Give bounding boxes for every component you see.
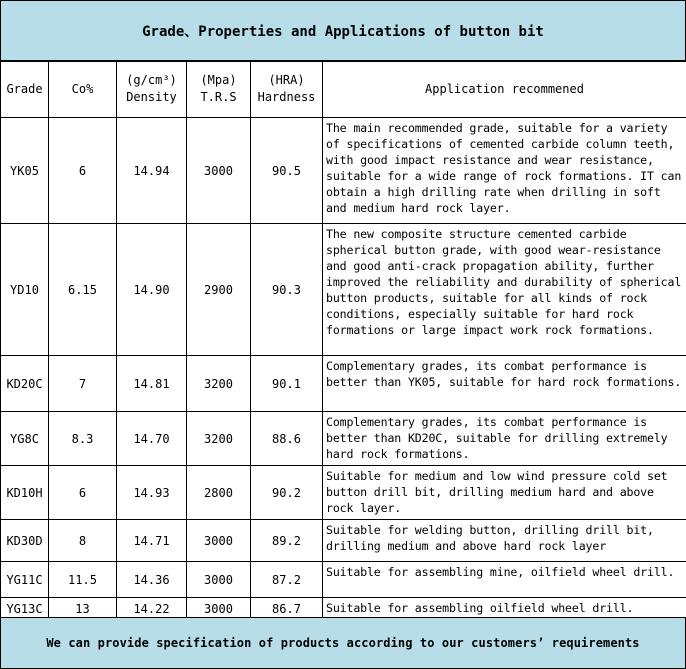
density-cell: 14.81 <box>117 356 187 412</box>
density-cell: 14.90 <box>117 224 187 356</box>
application-cell: Suitable for medium and low wind pressure cold set button drill bit, drilling medium hard and above rock layer. <box>323 466 686 520</box>
header-row <box>1 61 686 118</box>
header-co: Co% <box>49 61 117 118</box>
density-cell: 14.94 <box>117 118 187 224</box>
grade-cell: YK05 <box>1 118 49 224</box>
density-cell: 14.71 <box>117 520 187 562</box>
trs-cell: 3000 <box>187 598 251 620</box>
co-cell: 6 <box>49 466 117 520</box>
hardness-cell: 87.2 <box>251 562 323 598</box>
application-cell: Suitable for assembling mine, oilfield wheel drill. <box>323 562 686 598</box>
grade-cell: YG13C <box>1 598 49 620</box>
header-trs <box>187 61 251 118</box>
trs-cell: 3000 <box>187 562 251 598</box>
co-cell: 6.15 <box>49 224 117 356</box>
co-cell: 7 <box>49 356 117 412</box>
application-cell: The new composite structure cemented carbide spherical button grade, with good wear-resistance and good anti-crack propagation ability, further improved the reliability and durability of spherical button products, suitable for all kinds of rock conditions, especially suitable for hard rock formations or large impact work rock formations. <box>323 224 686 356</box>
header-trs-unit: (Mpa) <box>200 73 237 87</box>
hardness-cell: 90.1 <box>251 356 323 412</box>
hardness-cell: 90.3 <box>251 224 323 356</box>
co-cell: 11.5 <box>49 562 117 598</box>
density-cell: 14.36 <box>117 562 187 598</box>
table-row <box>1 412 686 466</box>
grades-table <box>0 60 686 620</box>
grade-cell: KD30D <box>1 520 49 562</box>
co-cell: 8.3 <box>49 412 117 466</box>
trs-cell: 2900 <box>187 224 251 356</box>
hardness-cell: 90.2 <box>251 466 323 520</box>
table-row <box>1 466 686 520</box>
hardness-cell: 86.7 <box>251 598 323 620</box>
density-cell: 14.22 <box>117 598 187 620</box>
application-cell: Complementary grades, its combat performance is better than KD20C, suitable for drilling extremely hard rock formations. <box>323 412 686 466</box>
co-cell: 13 <box>49 598 117 620</box>
application-cell: Complementary grades, its combat performance is better than YK05, suitable for hard rock formations. <box>323 356 686 412</box>
table-row <box>1 356 686 412</box>
application-cell: Suitable for assembling oilfield wheel drill. <box>323 598 686 620</box>
header-trs-label: T.R.S <box>200 90 237 104</box>
trs-cell: 2800 <box>187 466 251 520</box>
trs-cell: 3000 <box>187 520 251 562</box>
hardness-cell: 88.6 <box>251 412 323 466</box>
header-density <box>117 61 187 118</box>
table-title: Grade、Properties and Applications of button bit <box>0 0 686 62</box>
header-density-label: Density <box>126 90 177 104</box>
header-hardness-unit: (HRA) <box>268 73 305 87</box>
hardness-cell: 89.2 <box>251 520 323 562</box>
table-row <box>1 562 686 598</box>
trs-cell: 3000 <box>187 118 251 224</box>
co-cell: 8 <box>49 520 117 562</box>
application-cell: Suitable for welding button, drilling drill bit, drilling medium and above hard rock layer <box>323 520 686 562</box>
header-hardness-label: Hardness <box>257 90 316 104</box>
co-cell: 6 <box>49 118 117 224</box>
header-application: Application recommened <box>323 61 686 118</box>
density-cell: 14.70 <box>117 412 187 466</box>
grade-cell: YG11C <box>1 562 49 598</box>
footer-note: We can provide specification of products according to our customers’ requirements <box>0 617 686 669</box>
application-cell: The main recommended grade, suitable for a variety of specifications of cemented carbide column teeth, with good impact resistance and wear resistance, suitable for a wide range of rock formations. IT can obtain a high drilling rate when drilling in soft and medium hard rock layer. <box>323 118 686 224</box>
header-grade: Grade <box>1 61 49 118</box>
trs-cell: 3200 <box>187 412 251 466</box>
hardness-cell: 90.5 <box>251 118 323 224</box>
grade-cell: YG8C <box>1 412 49 466</box>
grade-cell: KD20C <box>1 356 49 412</box>
header-hardness <box>251 61 323 118</box>
density-cell: 14.93 <box>117 466 187 520</box>
trs-cell: 3200 <box>187 356 251 412</box>
table-row <box>1 118 686 224</box>
header-density-unit: (g/cm³) <box>126 73 177 87</box>
table-row <box>1 520 686 562</box>
grade-cell: KD10H <box>1 466 49 520</box>
grade-cell: YD10 <box>1 224 49 356</box>
table-row <box>1 224 686 356</box>
